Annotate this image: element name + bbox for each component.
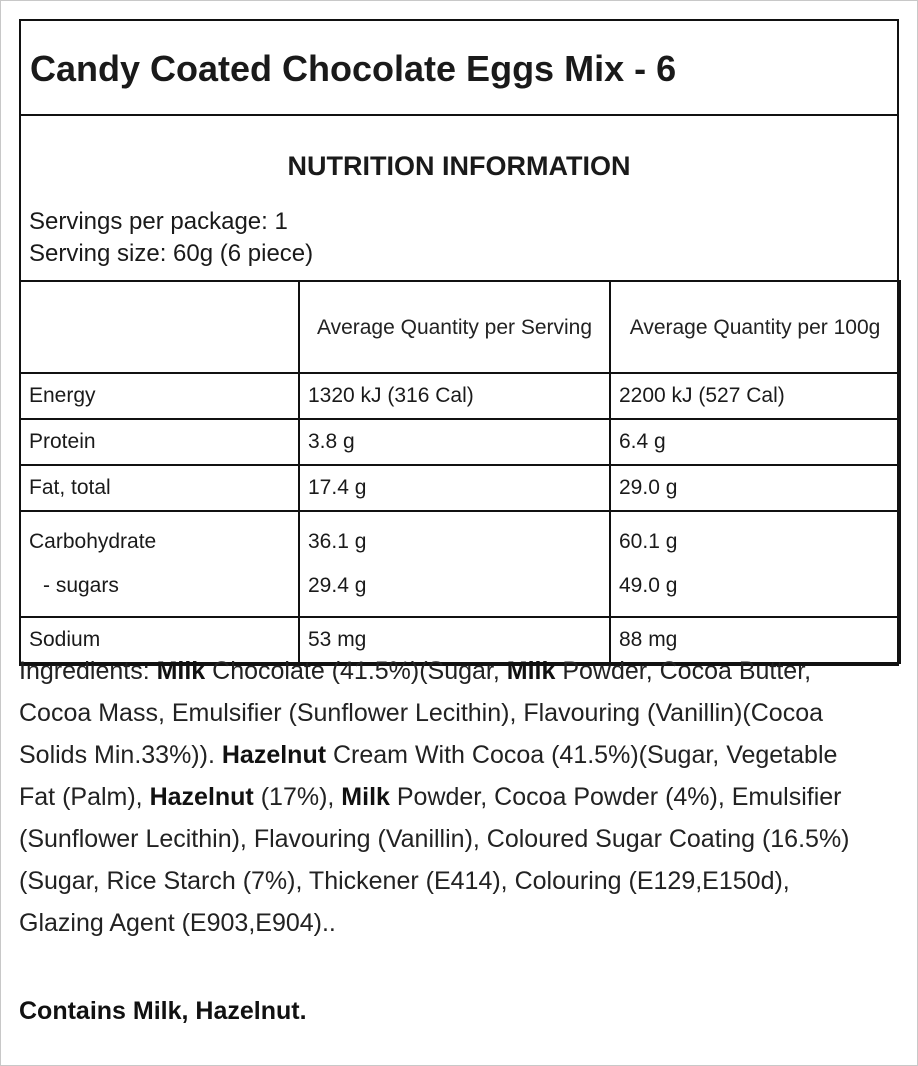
- row-per-100g: 29.0 g: [610, 465, 900, 511]
- row-per-serving: 53 mg: [299, 617, 610, 663]
- row-per-100g-sugars: 49.0 g: [619, 574, 678, 597]
- allergen-milk: Milk: [341, 783, 390, 811]
- nutrition-table: [19, 280, 901, 664]
- row-label-carbohydrate: Carbohydrate: [29, 530, 157, 553]
- nutrition-panel: [19, 19, 899, 666]
- ingredients-text: [19, 650, 879, 944]
- row-per-serving-group: [299, 511, 610, 617]
- table-row-protein: [20, 419, 900, 465]
- row-per-100g: 6.4 g: [610, 419, 900, 465]
- ingredients-segment: (17%),: [253, 783, 342, 811]
- nutrition-header: [21, 116, 897, 280]
- row-per-100g: 88 mg: [610, 617, 900, 663]
- ingredients-segment: Powder, Cocoa Powder (4%), Emulsifier (Sunflower Lecithin), Flavouring (Vanillin), Coloured Sugar Coating (16.5%)(Sugar, Rice Starch (7%), Thickener (E414), Colouring (E129,E150d), Glazing Agent (E903,E904)..: [19, 783, 850, 937]
- table-row-fat: [20, 465, 900, 511]
- row-per-100g-group: [610, 511, 900, 617]
- row-per-serving: 17.4 g: [299, 465, 610, 511]
- servings-per-package: Servings per package: 1: [29, 208, 288, 235]
- row-label-sugars: - sugars: [43, 574, 119, 597]
- row-label-group: [20, 511, 299, 617]
- ingredients-segment: Ingredients:: [19, 657, 157, 685]
- ingredients-segment: Cream With Cocoa (41.5%)(Sugar, Vegetable Fat (Palm),: [19, 741, 838, 811]
- ingredients-segment: Powder, Cocoa Butter, Cocoa Mass, Emulsifier (Sunflower Lecithin), Flavouring (Vanillin)(Cocoa Solids Min.33%)).: [19, 657, 824, 769]
- row-per-100g: 2200 kJ (527 Cal): [610, 373, 900, 419]
- row-per-serving-carbohydrate: 36.1 g: [308, 530, 367, 553]
- product-title: Candy Coated Chocolate Eggs Mix - 6: [21, 21, 897, 116]
- row-label: Sodium: [20, 617, 299, 663]
- row-label: Protein: [20, 419, 299, 465]
- column-header-per-serving: Average Quantity per Serving: [299, 281, 610, 373]
- row-per-serving-sugars: 29.4 g: [308, 574, 367, 597]
- table-row-carbohydrate: [20, 511, 900, 617]
- row-per-serving: 1320 kJ (316 Cal): [299, 373, 610, 419]
- row-label: Energy: [20, 373, 299, 419]
- row-per-serving: 3.8 g: [299, 419, 610, 465]
- allergen-contains-statement: Contains Milk, Hazelnut.: [19, 997, 307, 1025]
- serving-size: Serving size: 60g (6 piece): [29, 240, 314, 267]
- allergen-milk: Milk: [156, 657, 206, 685]
- column-header-label: [20, 281, 299, 373]
- allergen-hazelnut: Hazelnut: [221, 741, 327, 769]
- nutrition-heading: NUTRITION INFORMATION: [287, 151, 631, 181]
- allergen-milk: Milk: [506, 657, 556, 685]
- column-header-per-100g: Average Quantity per 100g: [610, 281, 900, 373]
- allergen-hazelnut: Hazelnut: [149, 783, 254, 811]
- table-header-row: [20, 281, 900, 373]
- row-per-100g-carbohydrate: 60.1 g: [619, 530, 678, 553]
- row-label: Fat, total: [20, 465, 299, 511]
- ingredients-segment: Chocolate (41.5%)(Sugar,: [205, 657, 507, 685]
- table-row-energy: [20, 373, 900, 419]
